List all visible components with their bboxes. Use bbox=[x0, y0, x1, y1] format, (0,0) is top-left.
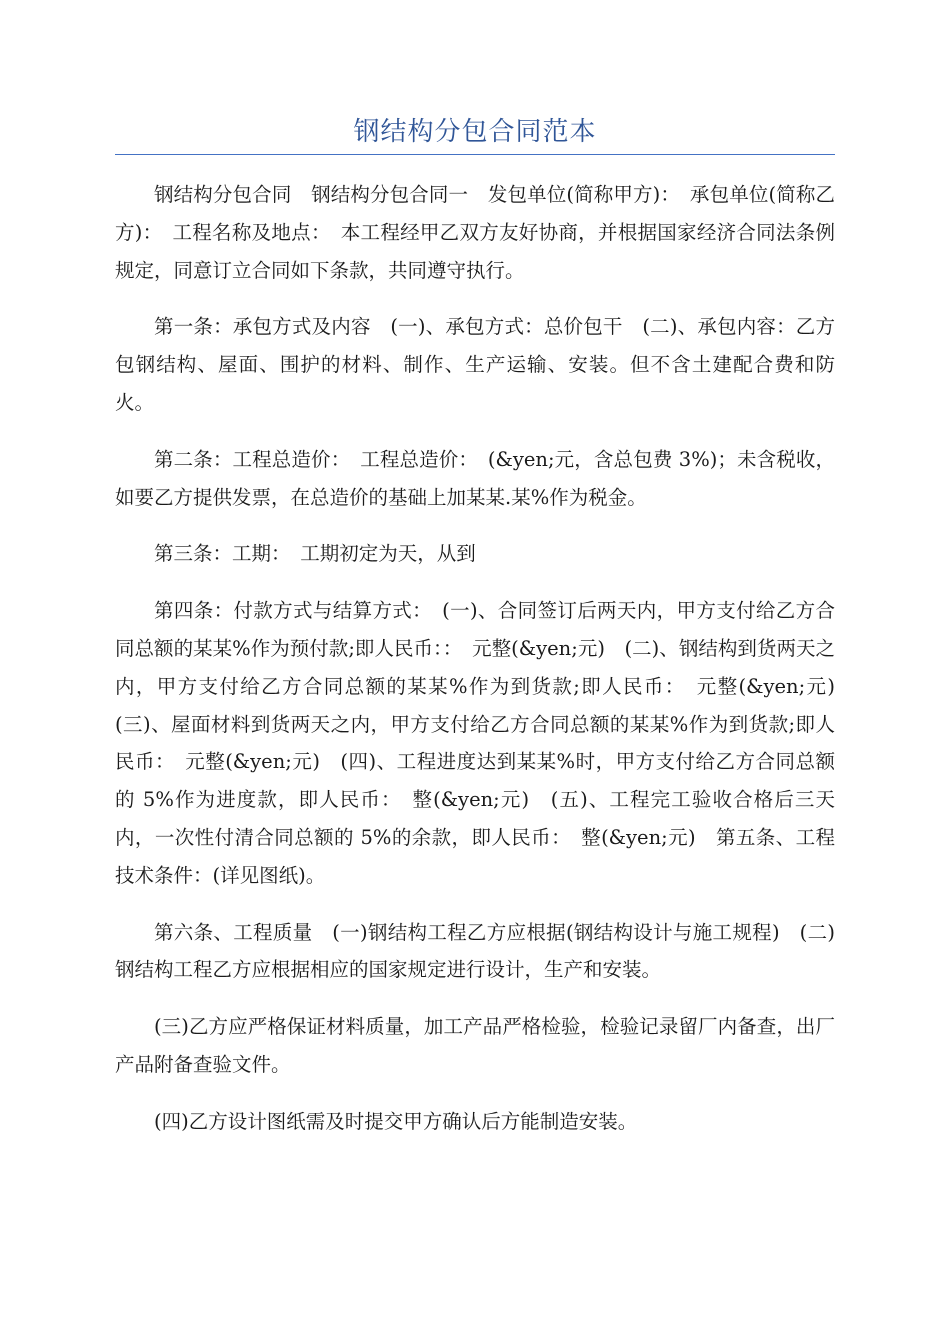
paragraph-article-2: 第二条：工程总造价： 工程总造价： (&yen;元，含总包费 3%)；未含税收，如要乙方提供发票，在总造价的基础上加某某.某%作为税金。 bbox=[115, 447, 835, 509]
paragraph-article-6: 第六条、工程质量 (一)钢结构工程乙方应根据(钢结构设计与施工规程) (二)钢结构工程乙方应根据相应的国家规定进行设计，生产和安装。 bbox=[115, 920, 835, 982]
paragraph-article-1: 第一条：承包方式及内容 (一)、承包方式：总价包干 (二)、承包内容：乙方包钢结构、屋面、围护的材料、制作、生产运输、安装。但不含土建配合费和防火。 bbox=[115, 315, 835, 414]
title-underline bbox=[115, 154, 835, 155]
paragraph-article-6-item-3: (三)乙方应严格保证材料质量，加工产品严格检验，检验记录留厂内备查，出厂产品附备查验文件。 bbox=[115, 1015, 835, 1076]
paragraph-intro: 钢结构分包合同 钢结构分包合同一 发包单位(简称甲方)： 承包单位(简称乙方)： 工程名称及地点： 本工程经甲乙双方友好协商，并根据国家经济合同法条例规定，同意订立合同如下条款，共同遵守执行。 bbox=[115, 183, 835, 282]
document-title: 钢结构分包合同范本 bbox=[353, 117, 597, 147]
paragraph-article-4: 第四条：付款方式与结算方式： (一)、合同签订后两天内，甲方支付给乙方合同总额的某某%作为预付款;即人民币：： 元整(&yen;元) (二)、钢结构到货两天之内，甲方支付给乙方合同总额的某某%作为到货款;即人民币： 元整(&yen;元) (三)、屋面材料到货两天之内，甲方支付给乙方合同总额的某某%作为到货款;即人民币： 元整(&yen;元) (四)、工程进度达到某某%时，甲方支付给乙方合同总额的 5%作为进度款，即人民币： 整(&yen;元) (五)、工程完工验收合格后三天内，一次性付清合同总额的 5%的余款，即人民币： 整(&yen;元) 第五条、工程技术条件：(详见图纸)。 bbox=[115, 599, 855, 887]
paragraph-article-3: 第三条：工期： 工期初定为天，从到 bbox=[154, 542, 476, 566]
document-body bbox=[115, 176, 855, 1160]
paragraph-article-6-item-4: (四)乙方设计图纸需及时提交甲方确认后方能制造安装。 bbox=[154, 1109, 638, 1133]
